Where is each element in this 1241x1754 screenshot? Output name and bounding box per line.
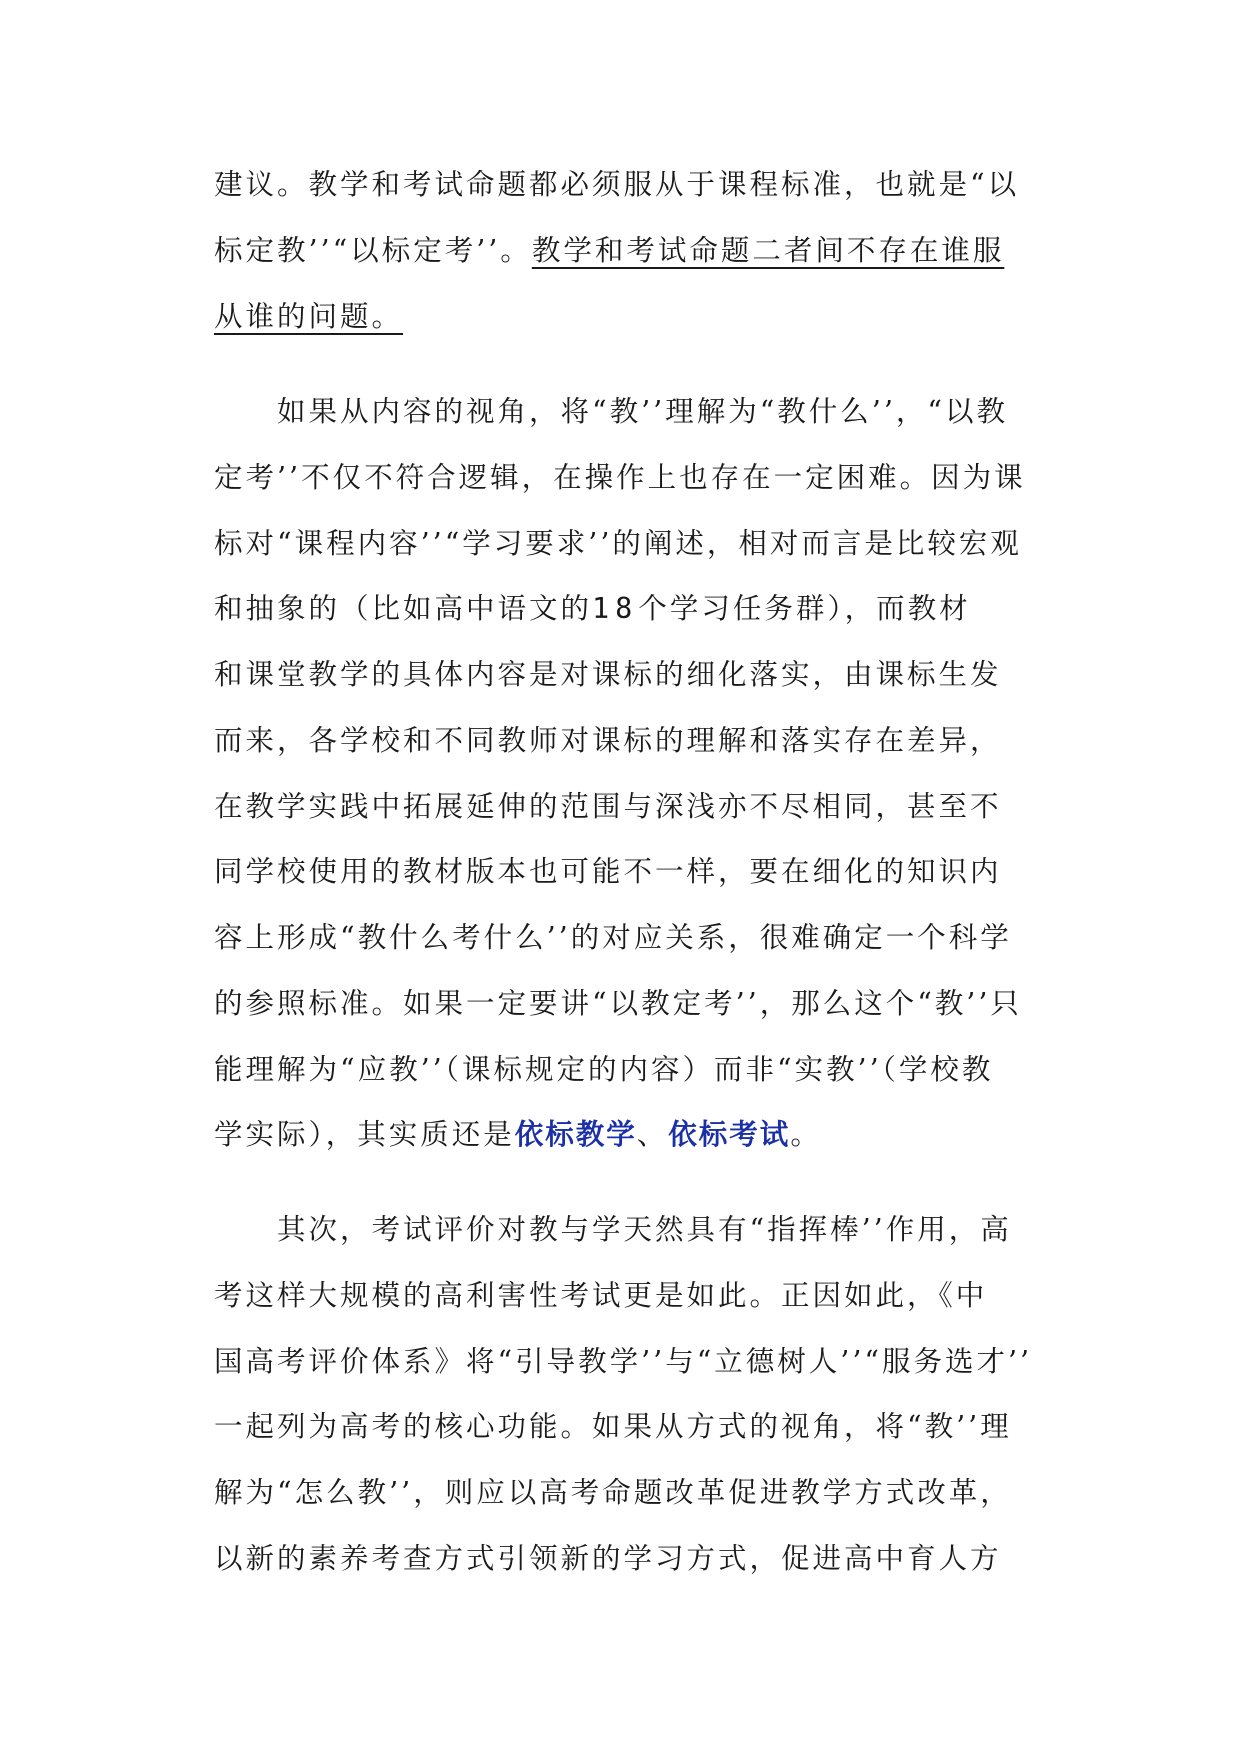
paragraph-2-line-8: 同学校使用的教材版本也可能不一样，要在细化的知识内 — [214, 855, 1002, 888]
paragraph-2-line-12 — [214, 1115, 822, 1155]
underlined-statement: 教学和考试命题二者间不存在谁服 — [531, 234, 1005, 267]
paragraph-2-line-12-pre: 学实际），其实质还是 — [214, 1118, 515, 1151]
highlight-teach-by-standard: 依标教学 — [514, 1118, 637, 1151]
paragraph-2-line-11: 能理解为“应教’’（课标规定的内容）而非“实教’’（学校教 — [214, 1053, 994, 1086]
paragraph-3-line-1: 其次，考试评价对教与学天然具有“指挥棒’’作用，高 — [277, 1213, 1012, 1246]
underlined-statement-end: 从谁的问题。 — [214, 300, 404, 333]
paragraph-2-line-4 — [214, 589, 971, 629]
paragraph-2-line-12-end: 。 — [790, 1118, 822, 1151]
paragraph-3-line-6: 以新的素养考查方式引领新的学习方式，促进高中育人方 — [214, 1542, 1002, 1575]
paragraph-2-line-3: 标对“课程内容’’“学习要求’’的阐述，相对而言是比较宏观 — [214, 527, 1022, 560]
paragraph-2-line-9: 容上形成“教什么考什么’’的对应关系，很难确定一个科学 — [214, 921, 1012, 954]
paragraph-2-line-6: 而来，各学校和不同教师对课标的理解和落实存在差异， — [214, 724, 1002, 757]
paragraph-2-line-10: 的参照标准。如果一定要讲“以教定考’’，那么这个“教’’只 — [214, 987, 1022, 1020]
highlight-exam-by-standard: 依标考试 — [668, 1118, 791, 1151]
task-group-count: 18 — [592, 592, 639, 625]
paragraph-3-line-5: 解为“怎么教’’，则应以高考命题改革促进教学方式改革， — [214, 1476, 1012, 1509]
paragraph-2-line-4-pre: 和抽象的（比如高中语文的 — [214, 592, 593, 625]
paragraph-3-line-3: 国高考评价体系》将“引导教学’’与“立德树人’’“服务选才’’ — [214, 1345, 1033, 1378]
paragraph-3-line-4: 一起列为高考的核心功能。如果从方式的视角，将“教’’理 — [214, 1410, 1012, 1443]
paragraph-1-line-3 — [214, 297, 403, 337]
paragraph-1-line-2 — [214, 231, 1004, 271]
paragraph-2-line-1: 如果从内容的视角，将“教’’理解为“教什么’’，“以教 — [277, 395, 1008, 428]
paragraph-2-line-12-sep: 、 — [636, 1118, 669, 1151]
paragraph-1-line-1: 建议。教学和考试命题都必须服从于课程标准，也就是“以 — [214, 168, 1020, 201]
paragraph-2-line-5: 和课堂教学的具体内容是对课标的细化落实，由课标生发 — [214, 658, 1002, 691]
paragraph-3-line-2: 考这样大规模的高利害性考试更是如此。正因如此，《中 — [214, 1279, 988, 1312]
paragraph-1-line-2-text: 标定教’’“以标定考’’。 — [214, 234, 532, 267]
paragraph-2-line-4-post: 个学习任务群），而教材 — [638, 592, 971, 625]
paragraph-2-line-7: 在教学实践中拓展延伸的范围与深浅亦不尽相同，甚至不 — [214, 790, 1002, 823]
paragraph-2-line-2: 定考’’不仅不符合逻辑，在操作上也存在一定困难。因为课 — [214, 461, 1026, 494]
